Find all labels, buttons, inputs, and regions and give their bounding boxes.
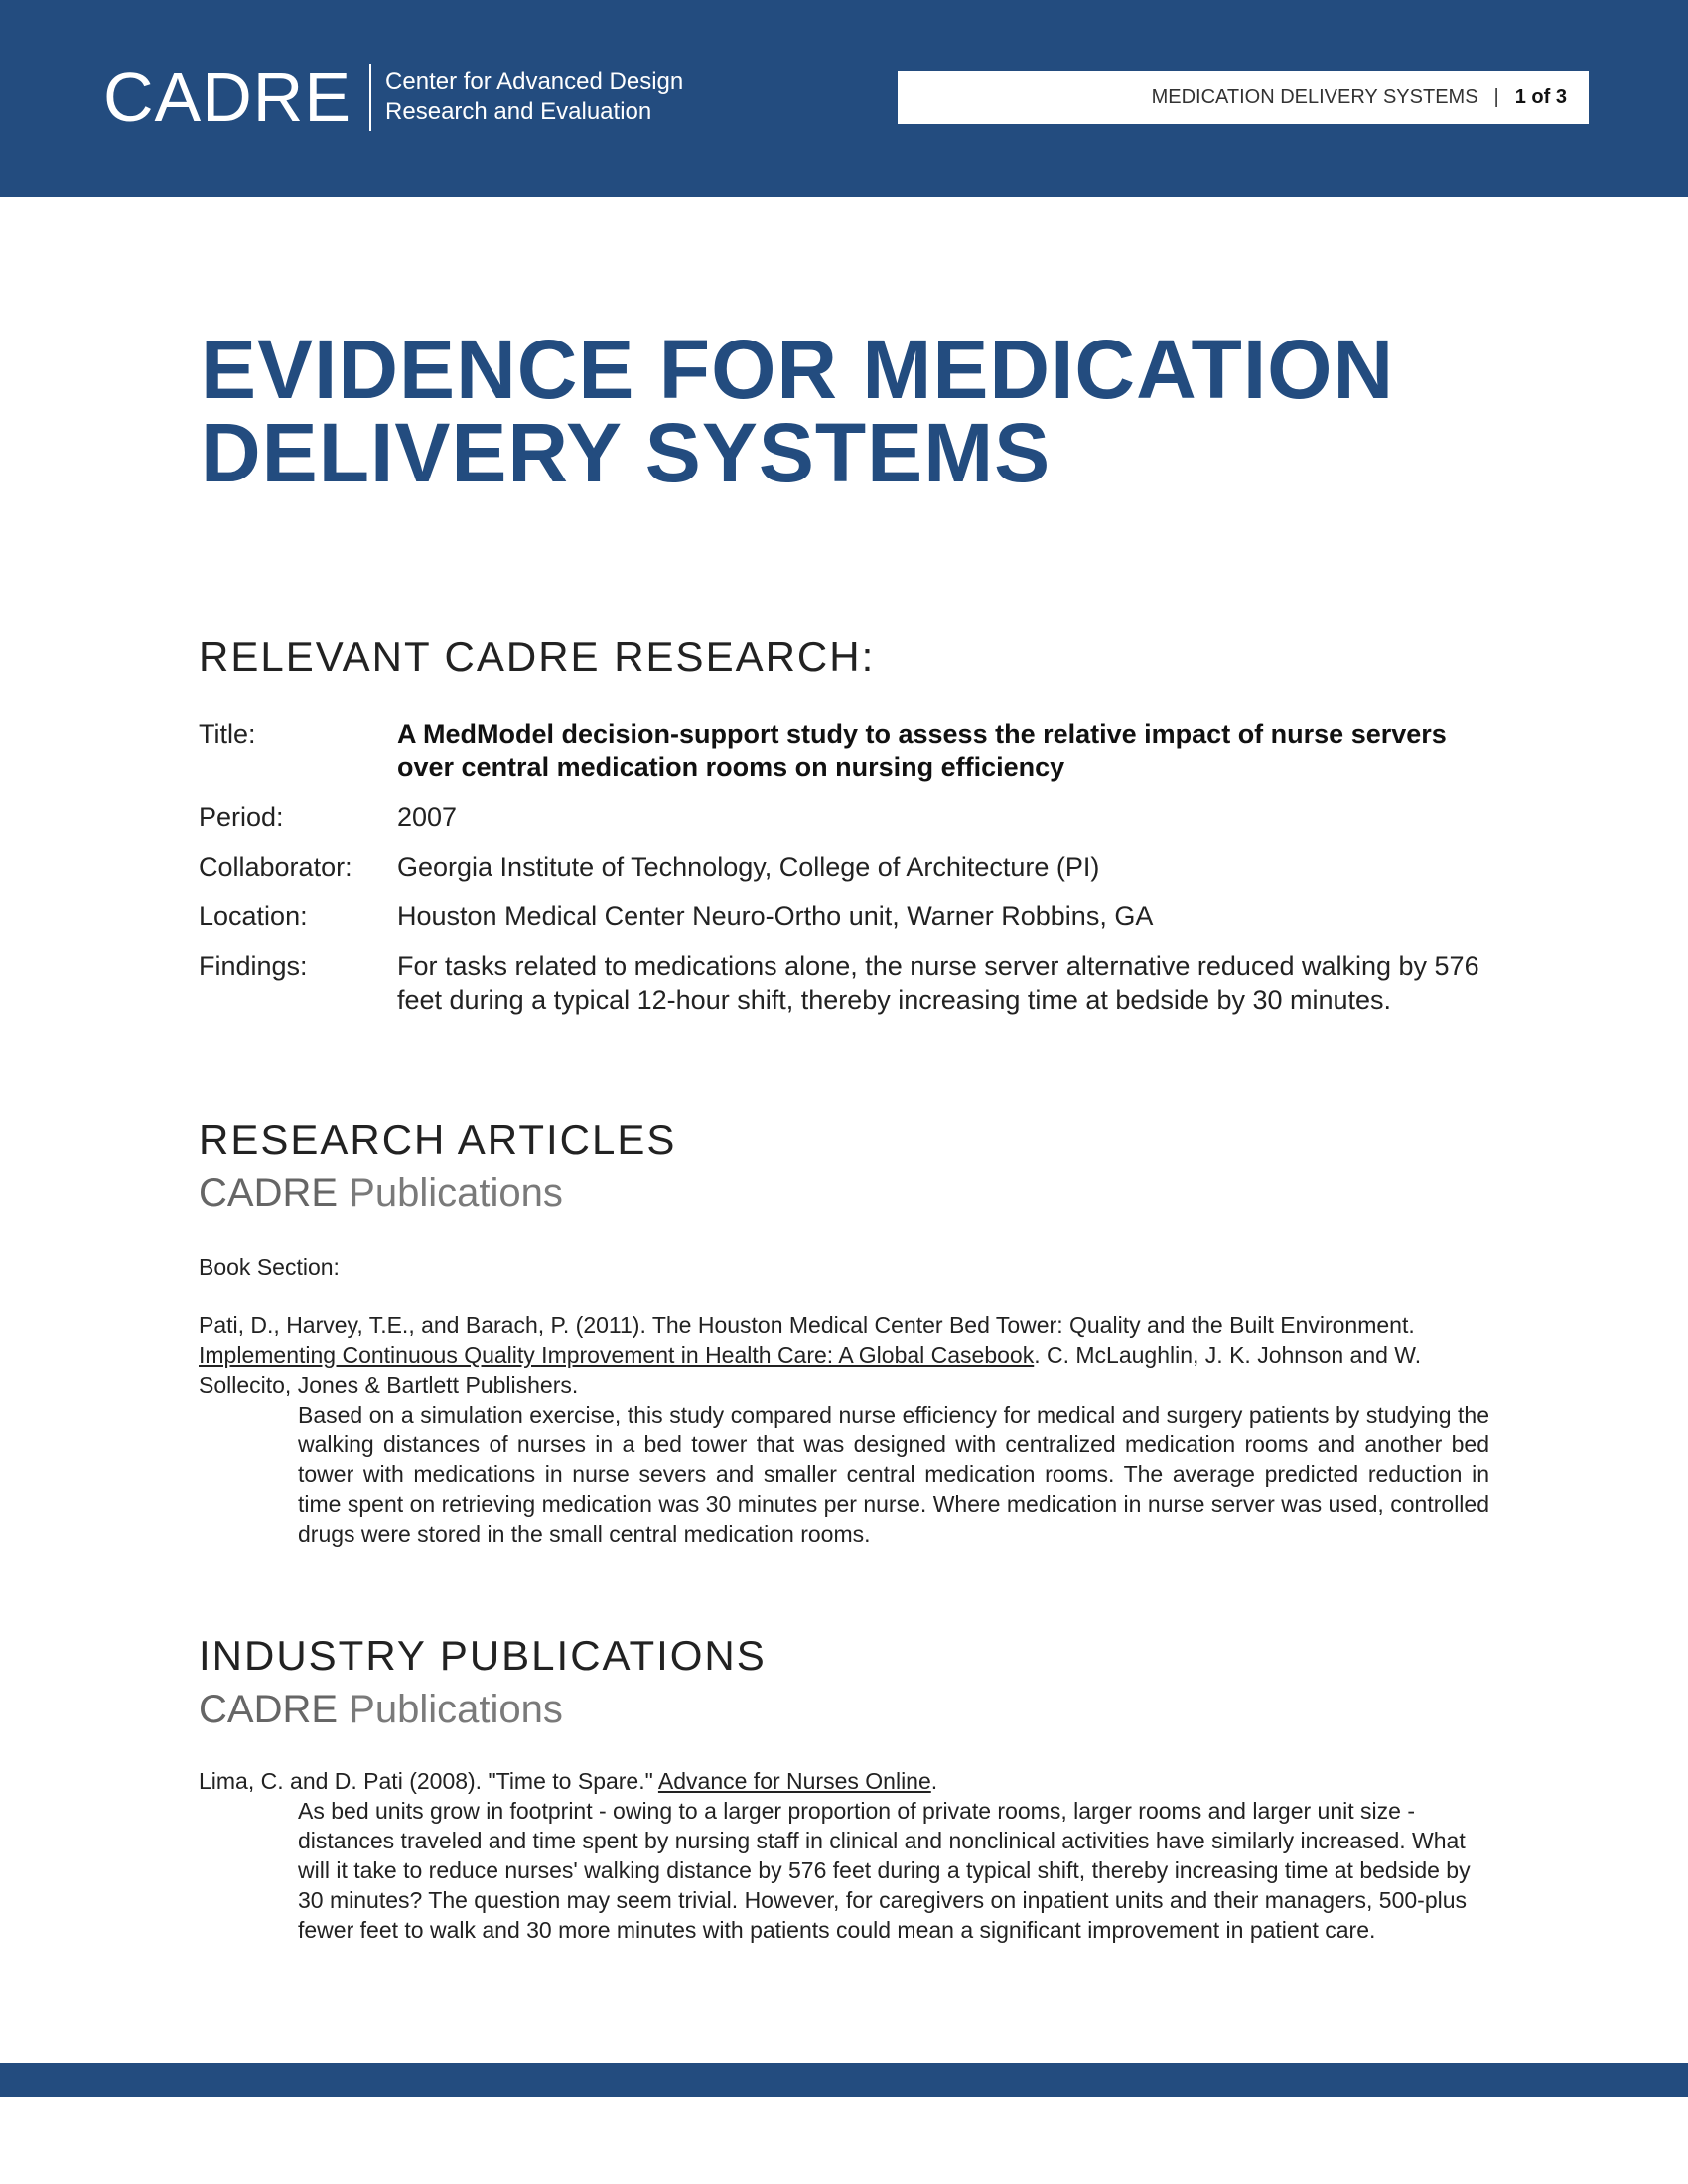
logo-subtitle-line1: Center for Advanced Design [385, 68, 684, 95]
book-citation [199, 1310, 1489, 1400]
subheading-rest: Publications [338, 1171, 563, 1215]
industry-publications-subheading [199, 1688, 563, 1732]
info-label: Location: [199, 901, 308, 931]
industry-abstract: As bed units grow in footprint - owing to a larger proportion of private rooms, larger rooms and larger unit size - distances traveled and time spent by nursing staff in clinical and nonclinical activities have similarly increased. What will it take to reduce nurses' walking distance by 576 feet during a typical shift, thereby increasing time at bedside by 30 minutes? The question may seem trivial. However, for caregivers on inpatient units and their managers, 500-plus fewer feet to walk and 30 more minutes with patients could mean a significant improvement in patient care. [298, 1798, 1471, 1943]
citation-text-end: . [930, 1768, 938, 1794]
cadre-logo[interactable] [103, 58, 683, 137]
document-topic-label: MEDICATION DELIVERY SYSTEMS [1151, 86, 1478, 108]
book-abstract: Based on a simulation exercise, this study compared nurse efficiency for medical and surgery patients by studying the walking distances of nurses in a bed tower that was designed with centralized medication rooms and another bed tower with medications in nurse severs and smaller central medication rooms. The average predicted reduction in time spent on retrieving medication was 30 minutes per nurse. Where medication in nurse server was used, controlled drugs were stored in the small central medication rooms. [298, 1402, 1489, 1547]
info-row-title [199, 717, 1489, 784]
research-articles-heading: RESEARCH ARTICLES [199, 1116, 677, 1162]
research-articles-subheading [199, 1171, 563, 1216]
footer-bar [0, 2063, 1688, 2097]
page-indicator: 1 of 3 [1514, 86, 1567, 108]
info-label: Findings: [199, 951, 308, 981]
info-label: Collaborator: [199, 852, 352, 882]
industry-publications-heading: INDUSTRY PUBLICATIONS [199, 1632, 767, 1679]
citation-link[interactable]: Implementing Continuous Quality Improvement in Health Care: A Global Casebook [199, 1342, 1035, 1368]
page-title-line2: DELIVERY SYSTEMS [201, 406, 1052, 499]
info-label: Period: [199, 802, 284, 832]
tag-separator: | [1493, 86, 1499, 108]
info-value: For tasks related to medications alone, the nurse server alternative reduced walking by 576 feet during a typical 12-hour shift, thereby increasing time at bedside by 30 minutes. [397, 951, 1479, 1015]
subheading-rest: Publications [338, 1688, 563, 1731]
citation-text: Pati, D., Harvey, T.E., and Barach, P. (2011). The Houston Medical Center Bed Tower: Quality and the Built Environment. [199, 1312, 1415, 1338]
research-info-table [199, 717, 1489, 1032]
logo-wordmark: CADRE [103, 59, 352, 136]
citation-text: Lima, C. and D. Pati (2008). "Time to Spare." [199, 1768, 658, 1794]
info-value: 2007 [397, 802, 458, 832]
header-bar [0, 0, 1688, 197]
subheading-brand: CADRE [199, 1688, 339, 1731]
info-row-collaborator [199, 850, 1489, 884]
book-section-label: Book Section: [199, 1254, 340, 1280]
industry-citation [199, 1766, 1489, 1796]
citation-link[interactable]: Advance for Nurses Online [657, 1768, 931, 1794]
page-tag [898, 71, 1589, 124]
info-value: A MedModel decision-support study to assess the relative impact of nurse servers over central medication rooms on nursing efficiency [397, 719, 1447, 782]
info-label: Title: [199, 719, 256, 749]
info-row-findings [199, 949, 1489, 1017]
citation-text-end: . C. McLaughlin, J. K. Johnson and W. Sollecito, Jones & Bartlett Publishers. [199, 1342, 1422, 1398]
info-row-period [199, 800, 1489, 834]
subheading-brand: CADRE [199, 1171, 339, 1215]
page-title-line1: EVIDENCE FOR MEDICATION [201, 323, 1395, 416]
relevant-research-heading: RELEVANT CADRE RESEARCH: [199, 633, 876, 680]
logo-divider [369, 64, 371, 131]
info-value: Houston Medical Center Neuro-Ortho unit, Warner Robbins, GA [397, 901, 1154, 931]
logo-subtitle [385, 68, 683, 127]
info-row-location [199, 899, 1489, 933]
logo-subtitle-line2: Research and Evaluation [385, 98, 652, 125]
info-value: Georgia Institute of Technology, College of Architecture (PI) [397, 852, 1100, 882]
page-title [201, 323, 1491, 499]
